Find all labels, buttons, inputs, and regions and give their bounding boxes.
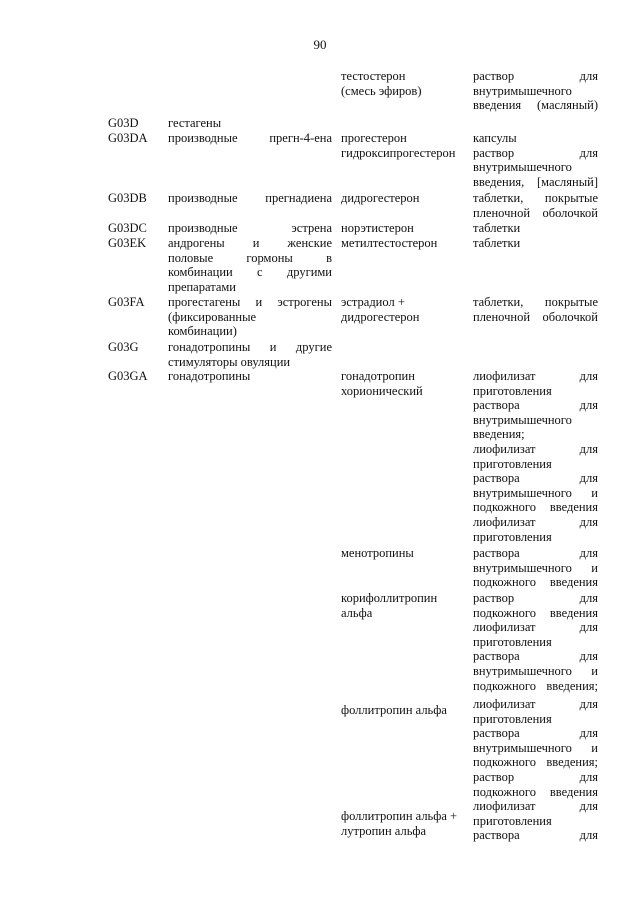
atc-code: G03DC bbox=[108, 221, 147, 235]
group-name bbox=[168, 236, 332, 294]
dosage-form-line: подкожного введения bbox=[473, 605, 598, 620]
dosage-form bbox=[473, 221, 598, 236]
drug-name-line: эстрадиол + bbox=[341, 295, 405, 309]
drug-name-line: гонадотропин bbox=[341, 369, 415, 383]
dosage-form-line: внутримышечного bbox=[473, 160, 572, 175]
dosage-form-line: раствор для bbox=[473, 769, 598, 784]
group-name-line: (фиксированные bbox=[168, 309, 257, 324]
drug-name bbox=[341, 369, 465, 398]
dosage-form-line: приготовления bbox=[473, 383, 552, 398]
dosage-form-line: лиофилизат для bbox=[473, 514, 598, 529]
dosage-form-line: раствора для bbox=[473, 398, 598, 413]
atc-code: G03GA bbox=[108, 369, 148, 383]
drug-name-line: лутропин альфа bbox=[341, 823, 427, 838]
drug-name bbox=[341, 809, 465, 838]
dosage-form bbox=[473, 236, 598, 251]
drug-name bbox=[341, 221, 465, 236]
dosage-form-line: внутримышечного и bbox=[473, 485, 598, 500]
group-name-line: комбинации с другими bbox=[168, 265, 332, 280]
dosage-form-line: таблетки bbox=[473, 221, 521, 235]
drug-name-line: дидрогестерон bbox=[341, 309, 420, 324]
group-name bbox=[168, 221, 332, 236]
dosage-form-line: введения; bbox=[473, 427, 525, 442]
drug-name-line: менотропины bbox=[341, 546, 414, 560]
atc-code: G03DA bbox=[108, 131, 148, 145]
dosage-form-line: лиофилизат для bbox=[473, 799, 598, 814]
dosage-form-line: таблетки, покрытые bbox=[473, 191, 598, 205]
drug-name bbox=[341, 69, 465, 98]
dosage-form-line: раствора для bbox=[473, 828, 598, 843]
dosage-form-line: подкожного введения; bbox=[473, 678, 598, 693]
dosage-form-line: таблетки, покрытые bbox=[473, 295, 598, 309]
dosage-form-line: приготовления bbox=[473, 634, 552, 649]
dosage-form-line: введения, [масляный] bbox=[473, 174, 598, 189]
dosage-form-line: подкожного введения bbox=[473, 784, 598, 799]
group-name-line: гонадотропины и другие bbox=[168, 340, 332, 354]
dosage-form bbox=[473, 697, 598, 843]
drug-name-line: альфа bbox=[341, 605, 373, 620]
group-name-line: гестагены bbox=[168, 116, 222, 130]
group-name bbox=[168, 295, 332, 339]
dosage-form-line: приготовления bbox=[473, 711, 552, 726]
atc-code: G03G bbox=[108, 340, 139, 354]
dosage-form-line: раствора для bbox=[473, 471, 598, 486]
drug-name-line: тестостерон bbox=[341, 69, 406, 83]
group-name bbox=[168, 131, 332, 146]
group-name-line: стимуляторы овуляции bbox=[168, 354, 291, 369]
group-name bbox=[168, 340, 332, 369]
dosage-form-line: подкожного введения bbox=[473, 575, 598, 590]
drug-name-line: дидрогестерон bbox=[341, 191, 420, 205]
dosage-form bbox=[473, 69, 598, 113]
group-name-line: производные прегнадиена bbox=[168, 191, 332, 205]
drug-name bbox=[341, 236, 465, 251]
group-name bbox=[168, 369, 332, 384]
group-name-line: препаратами bbox=[168, 279, 236, 294]
drug-name bbox=[341, 591, 465, 620]
group-name-line: комбинации) bbox=[168, 324, 237, 339]
atc-code: G03DB bbox=[108, 191, 147, 205]
dosage-form-line: лиофилизат для bbox=[473, 369, 598, 383]
dosage-form-line: приготовления bbox=[473, 456, 552, 471]
dosage-form-line: пленочной оболочкой bbox=[473, 309, 598, 324]
dosage-form-line: раствор для bbox=[473, 69, 598, 83]
page-number: 90 bbox=[313, 37, 327, 52]
drug-name bbox=[341, 703, 465, 718]
dosage-form-line: капсулы bbox=[473, 131, 517, 145]
dosage-form bbox=[473, 546, 598, 590]
drug-name-line: норэтистерон bbox=[341, 221, 414, 235]
drug-name bbox=[341, 546, 465, 561]
group-name-line: производные прегн-4-ена bbox=[168, 131, 332, 145]
dosage-form-line: приготовления bbox=[473, 529, 552, 544]
drug-name-line: фоллитропин альфа bbox=[341, 703, 447, 717]
dosage-form-line: таблетки bbox=[473, 236, 521, 250]
group-name bbox=[168, 116, 332, 131]
dosage-form-line: раствор для bbox=[473, 145, 598, 160]
group-name-line: производные эстрена bbox=[168, 221, 332, 235]
dosage-form-line: внутримышечного bbox=[473, 83, 572, 98]
dosage-form-line: раствора для bbox=[473, 649, 598, 664]
dosage-form bbox=[473, 591, 598, 693]
dosage-form-line: введения (масляный) bbox=[473, 98, 598, 113]
drug-name-line: метилтестостерон bbox=[341, 236, 438, 250]
dosage-form-line: подкожного введения; bbox=[473, 755, 598, 770]
dosage-form-line: подкожного введения bbox=[473, 500, 598, 515]
dosage-form-line: раствора для bbox=[473, 546, 598, 560]
drug-name-line: корифоллитропин bbox=[341, 591, 438, 605]
dosage-form-line: лиофилизат для bbox=[473, 441, 598, 456]
drug-name bbox=[341, 295, 465, 324]
dosage-form bbox=[473, 295, 598, 324]
dosage-form bbox=[473, 191, 598, 220]
dosage-form bbox=[473, 131, 598, 189]
group-name bbox=[168, 191, 332, 206]
dosage-form-line: пленочной оболочкой bbox=[473, 205, 598, 220]
group-name-line: прогестагены и эстрогены bbox=[168, 295, 332, 309]
dosage-form-line: приготовления bbox=[473, 813, 552, 828]
atc-code: G03D bbox=[108, 116, 139, 130]
dosage-form-line: внутримышечного и bbox=[473, 560, 598, 575]
atc-code: G03FA bbox=[108, 295, 145, 309]
dosage-form-line: внутримышечного и bbox=[473, 663, 598, 678]
dosage-form-line: лиофилизат для bbox=[473, 697, 598, 711]
dosage-form-line: раствора для bbox=[473, 726, 598, 741]
group-name-line: гонадотропины bbox=[168, 369, 251, 383]
group-name-line: половые гормоны в bbox=[168, 250, 332, 265]
dosage-form-line: раствор для bbox=[473, 591, 598, 605]
drug-name-line: фоллитропин альфа + bbox=[341, 809, 458, 823]
dosage-form-line: лиофилизат для bbox=[473, 620, 598, 635]
drug-name-line: гидроксипрогестерон bbox=[341, 145, 456, 160]
dosage-form bbox=[473, 369, 598, 544]
drug-name bbox=[341, 131, 465, 160]
drug-name-line: прогестерон bbox=[341, 131, 407, 145]
drug-name bbox=[341, 191, 465, 206]
dosage-form-line: внутримышечного bbox=[473, 412, 572, 427]
dosage-form-line: внутримышечного и bbox=[473, 740, 598, 755]
atc-code: G03EK bbox=[108, 236, 147, 250]
group-name-line: андрогены и женские bbox=[168, 236, 332, 250]
drug-name-line: хорионический bbox=[341, 383, 423, 398]
drug-name-line: (смесь эфиров) bbox=[341, 83, 422, 98]
